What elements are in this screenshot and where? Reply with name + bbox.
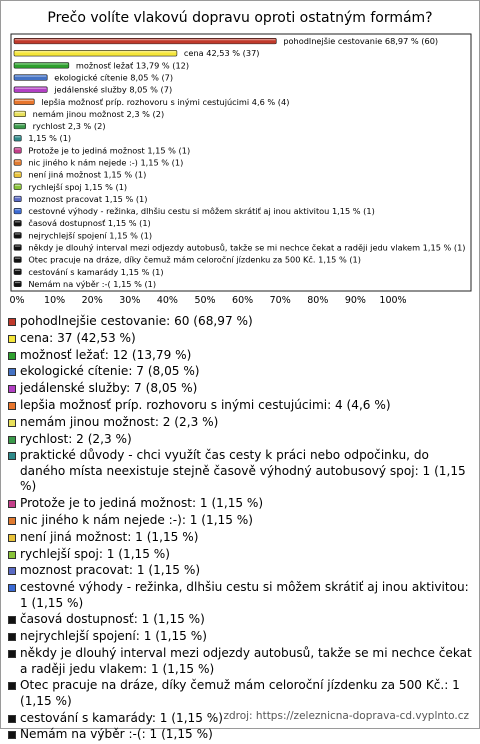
legend-item: [8, 547, 474, 563]
legend-swatch: [8, 551, 16, 559]
legend-label: nejrychlejší spojení: 1 (1,15 %): [20, 629, 207, 644]
legend-item: [8, 381, 474, 397]
legend-swatch: [8, 584, 16, 592]
bar-highlight-10: [15, 161, 20, 162]
bar-highlight-17: [15, 246, 20, 247]
bar-highlight-0: [15, 39, 275, 40]
legend-label: rychlost: 2 (2,3 %): [20, 431, 132, 446]
legend-swatch: [8, 385, 16, 393]
legend-item: [8, 530, 474, 546]
bar-highlight-2: [15, 63, 68, 64]
legend-item: [8, 646, 474, 677]
legend-swatch: [8, 567, 16, 575]
bar-label-17: někdy je dlouhý interval mezi odjezdy autobusů, takže se mi nechce čekat a raději jedu vlakem 1,15 % (1): [28, 242, 466, 253]
chart-legend: [8, 314, 474, 744]
bar-highlight-5: [15, 100, 33, 101]
bar-highlight-11: [15, 173, 20, 174]
legend-item: [8, 432, 474, 448]
legend-item: [8, 513, 474, 529]
chart-title: Prečo volíte vlakovú dopravu oproti ostatným formám?: [47, 10, 433, 26]
bar-highlight-12: [15, 185, 20, 186]
legend-swatch: [8, 452, 16, 460]
bar-chart: [1, 1, 479, 311]
legend-label: není jiná možnost: 1 (1,15 %): [20, 529, 199, 544]
legend-item: [8, 563, 474, 579]
bar-label-5: lepšia možnosť príp. rozhovoru s inými cestujúcimi 4,6 % (4): [41, 96, 290, 107]
legend-item: [8, 629, 474, 645]
bar-label-9: Protože je to jediná možnost 1,15 % (1): [28, 145, 191, 156]
bar-highlight-14: [15, 209, 20, 210]
legend-swatch: [8, 436, 16, 444]
source-note: zdroj: https://zeleznicna-doprava-cd.vyplnto.cz: [223, 710, 469, 722]
legend-swatch: [8, 352, 16, 360]
bar-label-13: moznost pracovat 1,15 % (1): [28, 193, 148, 204]
bar-highlight-18: [15, 258, 20, 259]
legend-label: cestování s kamarády: 1 (1,15 %): [20, 710, 224, 725]
bar-label-4: jedálenské služby 8,05 % (7): [54, 84, 173, 95]
legend-item: [8, 314, 474, 330]
legend-swatch: [8, 731, 16, 739]
legend-label: nemám jinou možnost: 2 (2,3 %): [20, 414, 219, 429]
legend-item: [8, 496, 474, 512]
legend-swatch: [8, 650, 16, 658]
legend-swatch: [8, 500, 16, 508]
bar-label-11: není jiná možnost 1,15 % (1): [28, 169, 147, 180]
x-tick-label-7: 70%: [269, 295, 291, 306]
legend-label: časová dostupnosť: 1 (1,15 %): [20, 612, 205, 627]
x-tick-label-9: 90%: [344, 295, 366, 306]
legend-item: [8, 331, 474, 347]
legend-item: [8, 612, 474, 628]
legend-item: [8, 580, 474, 611]
bar-highlight-7: [15, 124, 25, 125]
legend-label: cena: 37 (42,53 %): [20, 330, 136, 345]
bar-label-16: nejrychlejší spojení 1,15 % (1): [28, 230, 153, 241]
bar-highlight-3: [15, 76, 46, 77]
legend-swatch: [8, 402, 16, 410]
x-tick-label-6: 60%: [232, 295, 254, 306]
bar-highlight-16: [15, 233, 20, 234]
legend-item: [8, 727, 474, 743]
legend-swatch: [8, 368, 16, 376]
bar-label-0: pohodlnejšie cestovanie 68,97 % (60): [283, 36, 439, 47]
legend-item: [8, 448, 474, 495]
bar-label-2: možnosť ležať 13,79 % (12): [75, 60, 190, 71]
x-tick-label-4: 40%: [156, 295, 178, 306]
legend-item: [8, 348, 474, 364]
legend-swatch: [8, 419, 16, 427]
legend-label: lepšia možnosť príp. rozhovoru s inými cestujúcimi: 4 (4,6 %): [20, 397, 391, 412]
legend-swatch: [8, 335, 16, 343]
bar-label-8: 1,15 % (1): [28, 133, 72, 144]
legend-label: Protože je to jediná možnost: 1 (1,15 %): [20, 496, 264, 511]
bar-highlight-1: [15, 51, 176, 52]
legend-swatch: [8, 517, 16, 525]
x-tick-label-1: 10%: [44, 295, 66, 306]
x-tick-label-5: 50%: [194, 295, 216, 306]
bar-label-10: nic jiného k nám nejede :-) 1,15 % (1): [28, 157, 184, 168]
legend-label: Nemám na výběr :-(: 1 (1,15 %): [20, 727, 213, 742]
bar-label-3: ekologické cítenie 8,05 % (7): [54, 72, 174, 83]
legend-label: moznost pracovat: 1 (1,15 %): [20, 563, 201, 578]
x-tick-label-0: 0%: [9, 295, 25, 306]
legend-label: cestovné výhody - režinka, dlhšiu cestu si môžem skrátiť aj inou aktivitou: 1 (1,15 %): [20, 580, 469, 610]
bar-label-14: cestovné výhody - režinka, dlhšiu cestu si môžem skrátiť aj inou aktivitou 1,15 % (1): [28, 206, 375, 217]
bar-label-15: časová dostupnosť 1,15 % (1): [28, 218, 151, 229]
legend-label: někdy je dlouhý interval mezi odjezdy autobusů, takže se mi nechce čekat a raději jedu vlakem: 1 (1,15 %): [20, 646, 472, 676]
bar-highlight-4: [15, 88, 46, 89]
x-tick-label-3: 30%: [119, 295, 141, 306]
x-tick-label-10: 100%: [379, 295, 407, 306]
legend-swatch: [8, 534, 16, 542]
legend-swatch: [8, 633, 16, 641]
bar-highlight-13: [15, 197, 20, 198]
bar-label-18: Otec pracuje na dráze, díky čemuž mám celoroční jízdenku za 500 Kč. 1,15 % (1): [28, 254, 361, 265]
bar-label-20: Nemám na výběr :-( 1,15 % (1): [28, 278, 157, 289]
legend-swatch: [8, 616, 16, 624]
bar-label-1: cena 42,53 % (37): [183, 48, 260, 59]
legend-item: [8, 415, 474, 431]
legend-item: [8, 398, 474, 414]
legend-label: pohodlnejšie cestovanie: 60 (68,97 %): [20, 314, 253, 328]
x-tick-label-2: 20%: [81, 295, 103, 306]
legend-label: praktické důvody - chci využít čas cesty k práci nebo odpočinku, do daného místa neexistuje stejně časově výhodný autobusový spoj: 1 (1,15 %): [20, 448, 466, 494]
bar-highlight-6: [15, 112, 25, 113]
bar-label-6: nemám jinou možnost 2,3 % (2): [32, 108, 165, 119]
x-tick-label-8: 80%: [307, 295, 329, 306]
bar-highlight-15: [15, 221, 20, 222]
legend-label: Otec pracuje na dráze, díky čemuž mám celoroční jízdenku za 500 Kč.: 1 (1,15 %): [20, 678, 460, 708]
bar-highlight-19: [15, 270, 20, 271]
legend-item: [8, 364, 474, 380]
legend-label: možnosť ležať: 12 (13,79 %): [20, 347, 192, 362]
legend-label: nic jiného k nám nejede :-): 1 (1,15 %): [20, 512, 253, 527]
legend-swatch: [8, 682, 16, 690]
legend-label: ekologické cítenie: 7 (8,05 %): [20, 364, 200, 379]
bar-label-7: rychlost 2,3 % (2): [32, 121, 106, 132]
legend-label: jedálenské služby: 7 (8,05 %): [20, 381, 198, 396]
legend-label: rychlejší spoj: 1 (1,15 %): [20, 546, 171, 561]
legend-swatch: [8, 715, 16, 723]
legend-item: [8, 678, 474, 709]
bar-label-12: rychlejší spoj 1,15 % (1): [28, 181, 128, 192]
legend-swatch: [8, 318, 16, 326]
bar-highlight-8: [15, 136, 20, 137]
bar-label-19: cestování s kamarády 1,15 % (1): [28, 266, 164, 277]
bar-highlight-20: [15, 282, 20, 283]
bar-highlight-9: [15, 148, 20, 149]
